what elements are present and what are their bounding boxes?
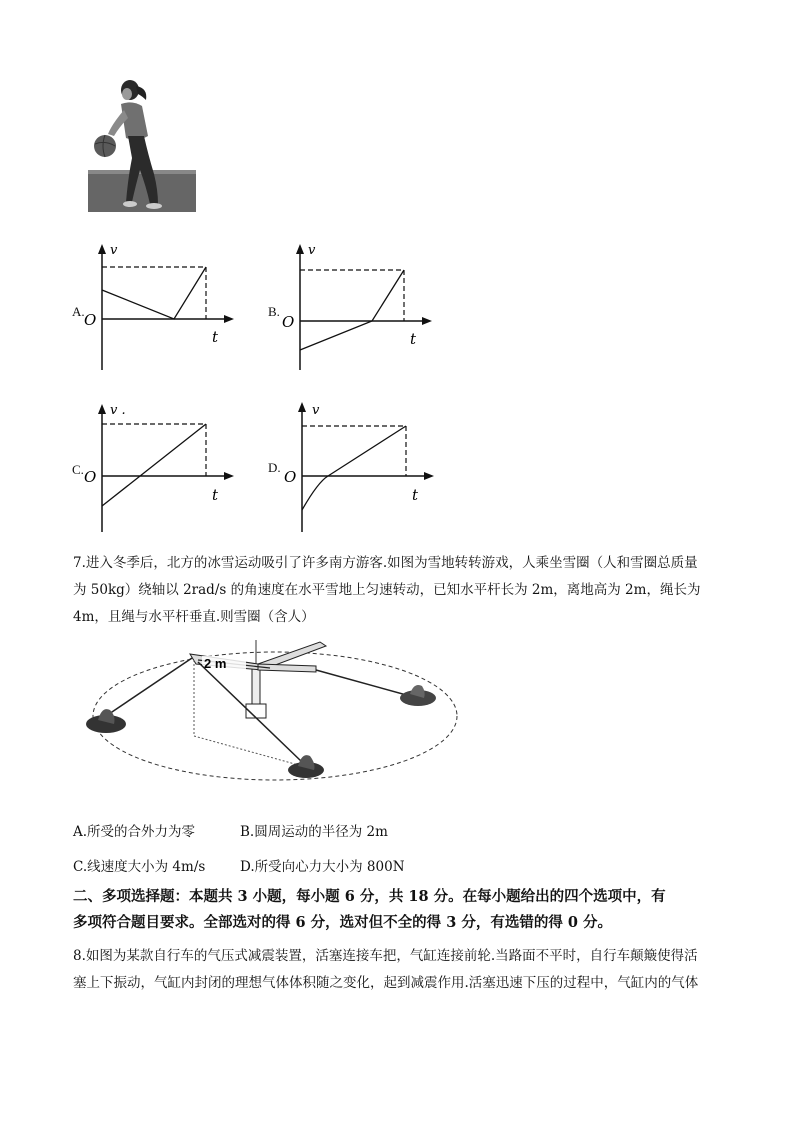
q8-line-1: 8.如图为某款自行车的气压式减震装置，活塞连接车把，气缸连接前轮.当路面不平时，自行车颠簸使得活 xyxy=(73,948,698,964)
q7-choice-d: D.所受向心力大小为 800N xyxy=(240,859,405,875)
option-c-label: C. xyxy=(72,462,84,477)
origin-label: O xyxy=(282,313,295,331)
q7-line-2: 为 50kg）绕轴以 2rad/s 的角速度在水平雪地上匀速转动，已知水平杆长为 2m，离地高为 2m，绳长为 xyxy=(73,582,701,598)
section-2-line-1: 二、多项选择题：本题共 3 小题，每小题 6 分，共 18 分。在每小题给出的四个选项中，有 xyxy=(73,888,666,905)
q7-line-3: 4m，且绳与水平杆垂直.则雪圈（含人） xyxy=(73,609,315,625)
q7-choice-a: A.所受的合外力为零 xyxy=(73,824,196,840)
v-axis-label: v xyxy=(312,403,320,418)
section-2-line-2: 多项符合题目要求。全部选对的得 6 分，选对但不全的得 3 分，有选错的得 0 分。 xyxy=(73,914,613,931)
v-axis-label: v . xyxy=(110,403,126,418)
graph-a xyxy=(84,242,238,372)
snow-rotation-figure xyxy=(80,636,460,788)
v-axis-label: v xyxy=(110,243,118,258)
option-a-label: A. xyxy=(72,304,85,319)
graph-b xyxy=(282,242,436,372)
option-d-label: D. xyxy=(268,460,281,475)
arm-length-label: 2 m xyxy=(204,656,227,671)
basketball-player-photo xyxy=(88,74,198,216)
t-axis-label: t xyxy=(212,486,219,504)
t-axis-label: t xyxy=(412,486,419,504)
q8-line-2: 塞上下振动，气缸内封闭的理想气体体积随之变化，起到减震作用.活塞迅速下压的过程中，气缸内的气体 xyxy=(73,975,699,991)
graph-c xyxy=(84,402,238,534)
q7-choice-b: B.圆周运动的半径为 2m xyxy=(240,824,388,840)
q7-line-1: 7.进入冬季后，北方的冰雪运动吸引了许多南方游客.如图为雪地转转游戏，人乘坐雪圈（人和雪圈总质量 xyxy=(73,555,698,571)
origin-label: O xyxy=(284,468,297,486)
v-axis-label: v xyxy=(308,243,316,258)
graph-d xyxy=(284,400,438,534)
t-axis-label: t xyxy=(212,328,219,346)
origin-label: O xyxy=(84,311,97,329)
q7-choice-c: C.线速度大小为 4m/s xyxy=(73,859,206,875)
option-b-label: B. xyxy=(268,304,280,319)
t-axis-label: t xyxy=(410,330,417,348)
origin-label: O xyxy=(84,468,97,486)
